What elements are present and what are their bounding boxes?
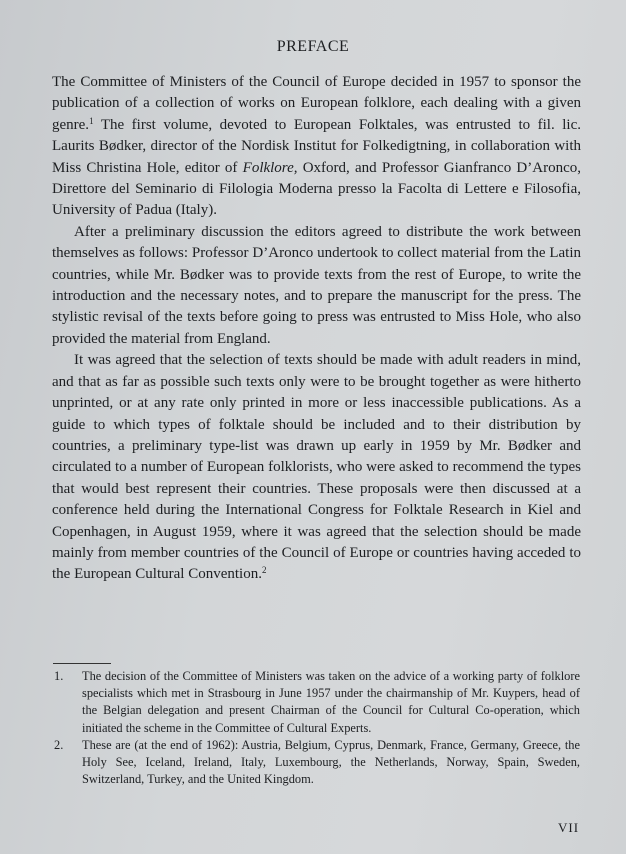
paragraph-2-text: After a preliminary discussion the editors agreed to distribute the work between themselves as follows: Professor D’Aronco undertook to collect material from the Latin countries, while Mr. Bødker was to provide texts from the rest of Europe, to write the introduction and the necessary notes, and to prepare the manuscript for the press. The stylistic revisal of the texts before going to press was entrusted to Miss Hole, who also provided the material from England. <box>52 223 581 347</box>
footnote-divider <box>53 663 111 664</box>
page-heading: PREFACE <box>276 38 350 55</box>
footnote-2 <box>54 737 580 789</box>
footnote-ref-1: 1 <box>89 115 94 126</box>
paragraph-3 <box>52 350 581 585</box>
footnote-number: 2. <box>54 737 64 752</box>
footnotes <box>54 668 580 788</box>
journal-title: Folklore, <box>242 159 298 176</box>
footnote-number: 1. <box>54 669 64 683</box>
paragraph-1-text-b: The first volume, devoted to European Folktales, was entrusted to fil. lic. Laurits Bødker, director of the Nordisk Institut for Folkedigtning, in collaboration with Miss Christina Hole, editor of <box>52 116 581 176</box>
paragraph-2 <box>52 222 581 350</box>
paragraph-3-text: It was agreed that the selection of texts should be made with adult readers in mind, and that as far as possible such texts only were to be brought together as were hitherto unprinted, or at any rate only printed in more or less inaccessible publications. As a guide to which types of folktale should be included and to their distribution by countries, a preliminary type-list was drawn up early in 1959 by Mr. Bødker and circulated to a number of European folklorists, who were asked to recommend the types that would best represent their countries. These proposals were then discussed at a conference held during the International Congress for Folktale Research in Kiel and Copenhagen, in August 1959, where it was agreed that the selection should be made mainly from member countries of the Council of Europe or countries having acceded to the European Cultural Convention. <box>52 352 581 583</box>
footnote-1 <box>54 668 580 737</box>
footnote-ref-2: 2 <box>261 565 267 576</box>
paragraph-1 <box>52 72 581 222</box>
paragraph-1-text-a: The Committee of Ministers of the Council of Europe decided in 1957 to sponsor the publication of a collection of works on European folklore, each dealing with a given genre. <box>52 74 581 133</box>
paragraph-1-text-c: Oxford, and Professor Gianfranco D’Aronco, Direttore del Seminario di Filologia Moderna presso la Facolta di Lettere e Filosofia, University of Padua (Italy). <box>52 159 581 219</box>
body-text <box>52 72 581 586</box>
page-number: VII <box>558 820 580 835</box>
footnote-text: The decision of the Committee of Ministers was taken on the advice of a working party of folklore specialists which met in Strasbourg in June 1957 under the chairmanship of Mr. Kuypers, head of the Belgian delegation and present Chairman of the Council for Cultural Co-operation, which initiated the scheme in the Committee of Cultural Experts. <box>82 669 580 735</box>
footnote-text: These are (at the end of 1962): Austria, Belgium, Cyprus, Denmark, France, Germany, Greece, the Holy See, Iceland, Ireland, Italy, Luxembourg, the Netherlands, Norway, Spain, Sweden, Switzerland, Turkey, and the United Kingdom. <box>82 737 580 787</box>
